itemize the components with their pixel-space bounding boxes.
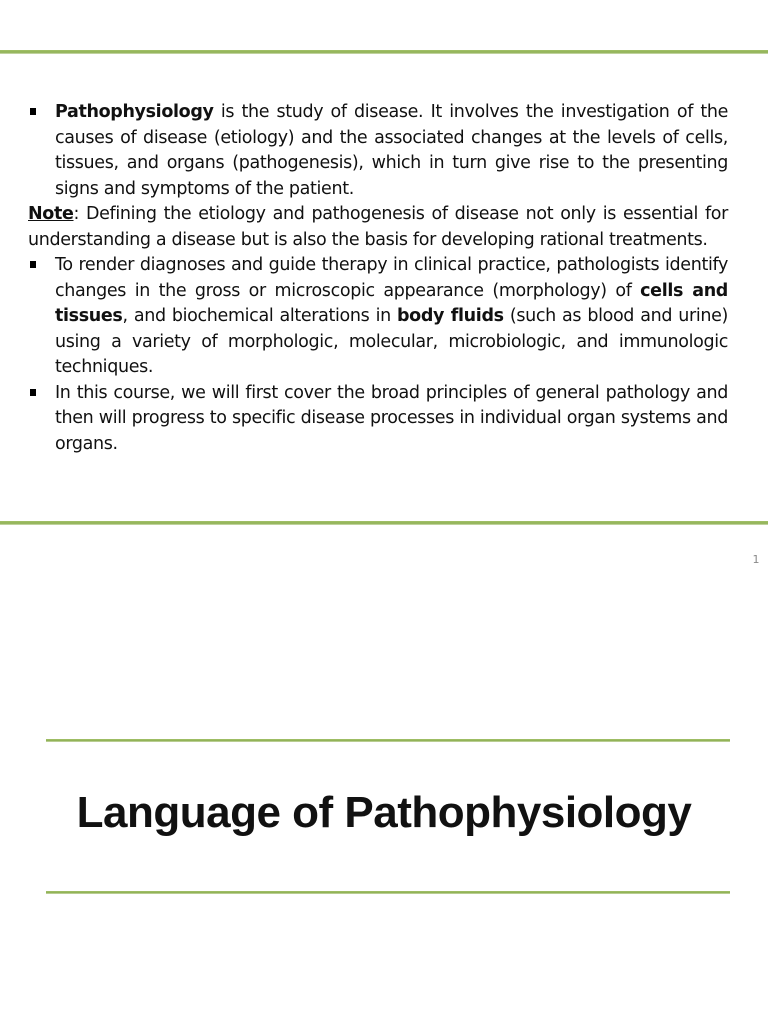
term-cells-and-tissues: cells and tissues xyxy=(55,280,728,326)
bullet2-part1: To render diagnoses and guide therapy in clinical practice, pathologists identify changes in the gross or microscopic appearance (morphology) of xyxy=(55,255,728,301)
slide1-bottom-divider xyxy=(0,521,768,525)
term-pathophysiology: Pathophysiology xyxy=(55,102,214,122)
slide2-title-bottom-rule xyxy=(46,891,730,894)
bullet-item-pathophysiology-definition xyxy=(28,100,728,202)
slide2-title-top-rule xyxy=(46,739,730,742)
note-paragraph xyxy=(28,202,728,253)
bullet3-text: In this course, we will first cover the broad principles of general pathology and then will progress to specific disease processes in individual organ systems and organs. xyxy=(55,382,728,454)
note-text: : Defining the etiology and pathogenesis of disease not only is essential for understanding a disease but is also the basis for developing rational treatments. xyxy=(28,204,728,250)
term-body-fluids: body fluids xyxy=(397,306,504,326)
note-label: Note xyxy=(28,204,74,224)
slide2-title: Language of Pathophysiology xyxy=(76,788,692,837)
slide1-content xyxy=(28,100,728,457)
bullet2-part2: , and biochemical alterations in xyxy=(122,306,397,326)
bullet2-part3: (such as blood and urine) using a variety of morphologic, molecular, microbiologic, and immunologic techniques. xyxy=(55,306,729,377)
page-number: 1 xyxy=(752,553,760,566)
bullet-item-diagnosis xyxy=(28,253,728,381)
bullet1-text: is the study of disease. It involves the investigation of the causes of disease (etiology) and the associated changes at the levels of cells, tissues, and organs (pathogenesis), which in turn give rise to the presenting signs and symptoms of the patient. xyxy=(55,102,728,199)
bullet-item-course-overview xyxy=(28,381,728,458)
slide1-top-divider xyxy=(0,50,768,54)
